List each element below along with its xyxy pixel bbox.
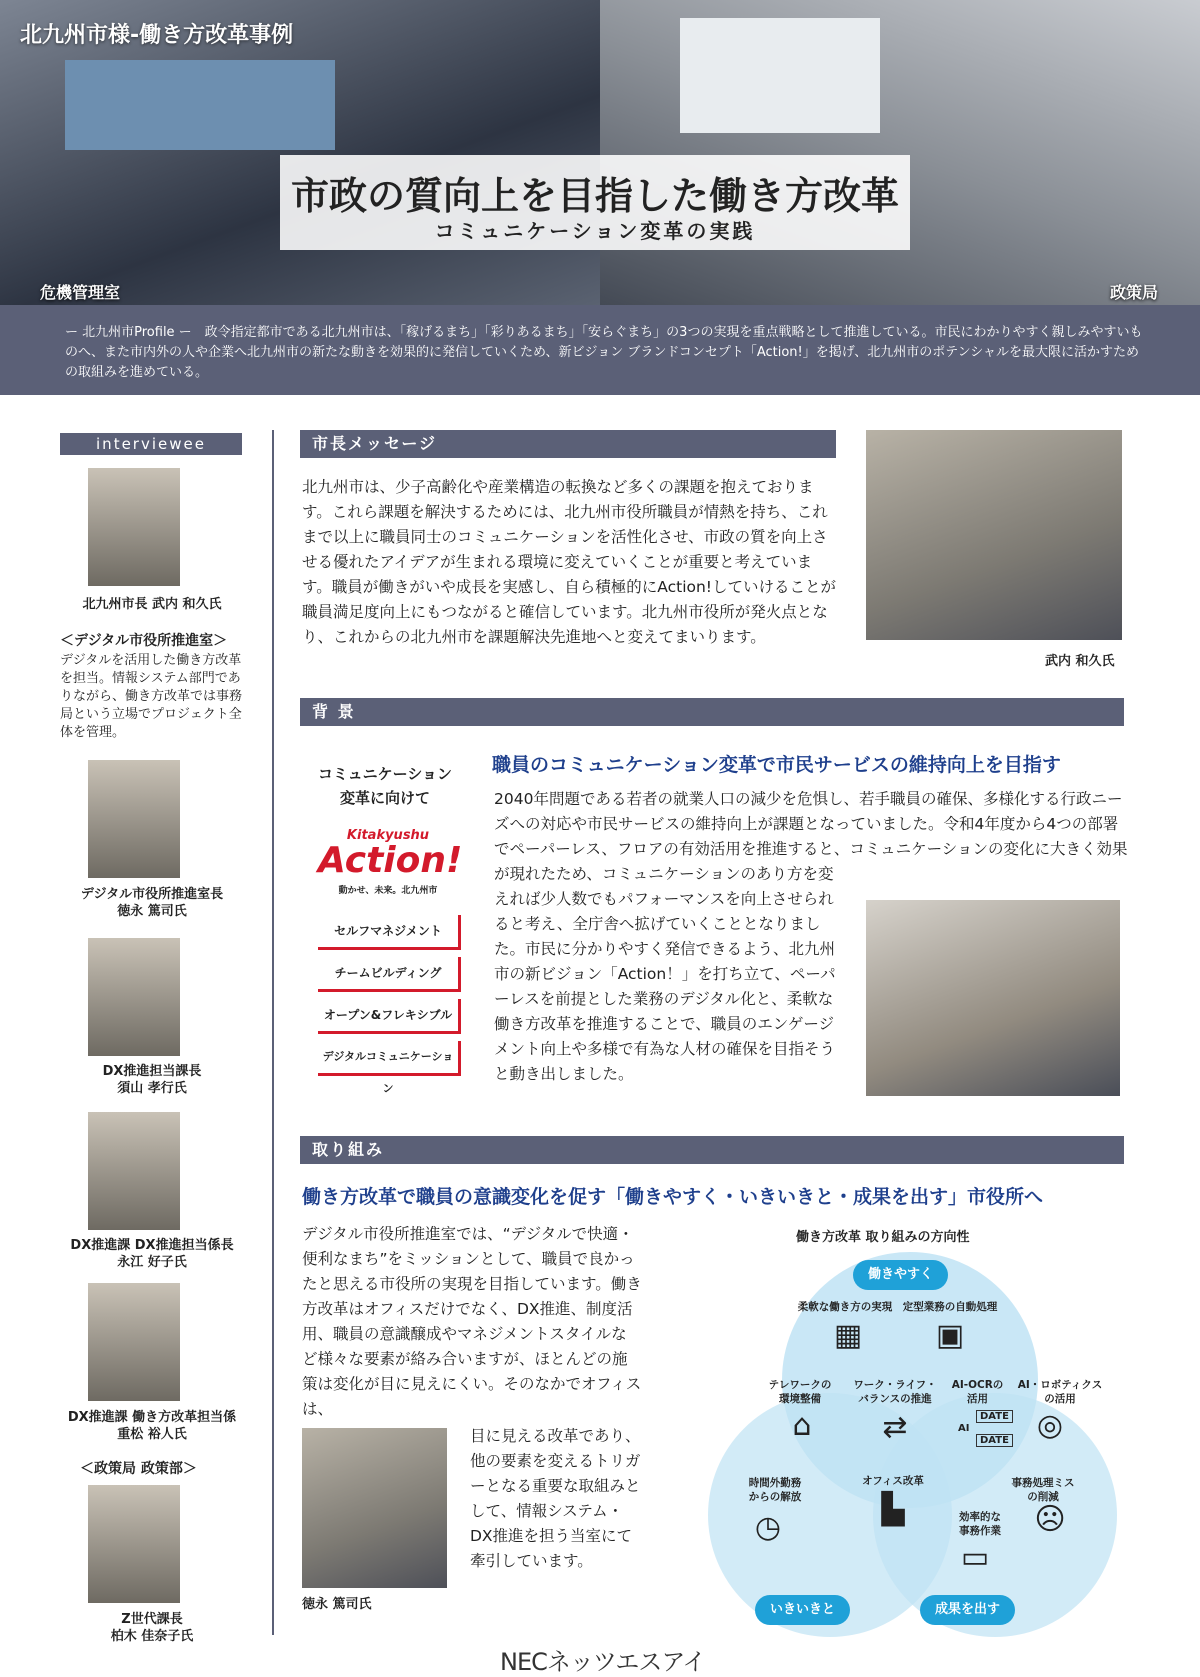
interviewee-heading: interviewee: [60, 433, 242, 455]
action-title: コミュニケーション 変革に向けて: [317, 765, 453, 807]
venn-label-auto: 定型業務の自動処理: [902, 1301, 998, 1313]
initiatives-subheading: 働き方改革で職員の意識変化を促す「働きやすく・いきいきと・成果を出す」市役所へ: [302, 1186, 1044, 1208]
office-desk-icon: ▙: [881, 1492, 905, 1527]
initiatives-text-1: デジタル市役所推進室では、“デジタルで快適・便利なまち”をミッションとして、職員で良かったと思える市役所の実現を目指しています。働き方改革はオフィスだけでなく、DX推進、制度活用、職員の意識醸成やマネジメントスタイルなど様々な要素が絡み合いますが、ほとんどの施策は変化が目に見えにくい。そのなかでオフィスは、: [302, 1225, 642, 1418]
venn-label-wlb: ワーク・ライフ・ バランスの推進: [853, 1379, 937, 1405]
venn-bubble-left: いきいきと: [755, 1595, 850, 1625]
venn-label-overtime: 時間外勤務 からの解放: [748, 1477, 802, 1503]
presentation-screen: [680, 18, 880, 133]
venn-bubble-top: 働きやすく: [853, 1260, 948, 1290]
hero-title: 北九州市様-働き方改革事例: [20, 23, 294, 48]
venn-label-office: オフィス改革: [862, 1475, 924, 1487]
action-logo-text: Action!: [318, 840, 463, 881]
action-item-self: セルフマネジメント: [318, 915, 461, 950]
section-initiatives-heading: 取り組み: [300, 1136, 1124, 1164]
portrait-kashiwagi: [88, 1485, 180, 1603]
venn-label-telework: テレワークの 環境整備: [768, 1379, 832, 1405]
hero-right-label: 政策局: [1110, 283, 1159, 302]
person-name: Z世代課長 柏木 佳奈子氏: [110, 1612, 194, 1644]
person-name: DX推進課 働き方改革担当係 重松 裕人氏: [67, 1410, 237, 1442]
mayor-photo: [866, 430, 1122, 640]
venn-label-aiocr: AI-OCRの 活用: [951, 1379, 1004, 1405]
portrait-takeuchi: [88, 468, 180, 586]
action-logo: [318, 828, 463, 896]
monitor-wall: [65, 60, 335, 150]
meeting-photo: [866, 900, 1120, 1096]
tokunaga-photo-caption: 徳永 篤司氏: [302, 1597, 372, 1612]
hero-title-box: [280, 155, 910, 250]
column-divider: [272, 430, 274, 1635]
portrait-nagae: [88, 1112, 180, 1230]
action-item-digital: デジタルコミュニケーション: [318, 1041, 461, 1076]
venn-label-robotics: AI・ロボティクス の活用: [1017, 1379, 1103, 1405]
action-item-open: オープン&フレキシブル: [318, 999, 461, 1034]
ai-tag: AI: [958, 1423, 970, 1434]
robot-monitor-icon: ▣: [935, 1318, 965, 1353]
person-name: 北九州市長 武内 和久氏: [82, 597, 222, 612]
venn-label-flexible: 柔軟な働き方の実現: [797, 1301, 893, 1313]
portrait-shigematsu: [88, 1283, 180, 1401]
action-logo-sub: 動かせ、未来。北九州市: [338, 886, 438, 896]
hero-left-label: 危機管理室: [40, 283, 121, 302]
background-text-1: 2040年問題である若者の就業人口の減少を危惧し、若手職員の確保、多様化する行政ニーズへの対応や市民サービスの維持向上が課題となっていました。令和4年度から4つの部署でペーパーレス、フロアの有効活用を推進すると、コミュニケーションの変化に大きく効果が現れたため、コミュニケーションのあり方を変: [494, 790, 1128, 883]
nec-logo: NECネッツエスアイ: [500, 1648, 706, 1676]
profile-text: ー 北九州市Profile ー 政令指定都市である北九州市は、「稼げるまち」「彩りあるまち」「安らぐまち」の3つの実現を重点戦略として推進している。市民にわかりやすく親しみやすいものへ、また市内外の人や企業へ北九州市の新たな動きを効果的に発信していくため、新ビジョン ブランドコンセプト「Action!」を掲げ、北九州市のポテンシャルを最大限に活かすための取組みを進めている。: [65, 325, 1143, 380]
computer-work-icon: ▭: [960, 1540, 990, 1575]
robot-icon: ◎: [1036, 1408, 1064, 1443]
worklife-icon: ⇄: [882, 1410, 908, 1445]
initiatives-text-2: 目に見える改革であり、他の要素を変えるトリガーとなる重要な取組みとして、情報システム・DX推進を担う当室にて牽引しています。: [470, 1427, 641, 1570]
action-item-team: チームビルディング: [318, 957, 461, 992]
venn-bubble-right: 成果を出す: [920, 1595, 1015, 1625]
hero-main-title: 市政の質向上を目指した働き方改革: [290, 174, 899, 218]
section-background-heading: 背 景: [300, 698, 1124, 726]
dept-digital: ＜デジタル市役所推進室＞: [60, 633, 228, 649]
dept-digital-desc: デジタルを活用した働き方改革を担当。情報システム部門でありながら、働き方改革では事務局という立場でプロジェクト全体を管理。: [60, 653, 243, 740]
clock-icon: ◷: [754, 1510, 782, 1545]
video-call-icon: ▦: [833, 1318, 863, 1353]
dept-policy: ＜政策局 政策部＞: [80, 1461, 197, 1477]
venn-label-mistake: 事務処理ミス の削減: [1011, 1477, 1075, 1503]
home-icon: ⌂: [792, 1408, 812, 1443]
hero-subtitle: コミュニケーション変革の実践: [434, 219, 756, 243]
date-tag-2: DATE: [976, 1434, 1013, 1447]
person-name: DX推進担当課長 須山 孝行氏: [102, 1064, 202, 1096]
venn-title: 働き方改革 取り組みの方向性: [796, 1230, 970, 1245]
person-name: デジタル市役所推進室長 徳永 篤司氏: [80, 887, 224, 919]
action-logo-top: Kitakyushu: [346, 828, 430, 843]
hero-banner: [0, 0, 1200, 305]
background-subheading: 職員のコミュニケーション変革で市民サービスの維持向上を目指す: [492, 754, 1061, 776]
venn-label-efficient: 効率的な 事務作業: [959, 1511, 1001, 1537]
person-name: DX推進課 DX推進担当係長 永江 好子氏: [70, 1238, 234, 1270]
section-mayor-heading: 市長メッセージ: [300, 430, 836, 458]
mayor-text: 北九州市は、少子高齢化や産業構造の転換など多くの課題を抱えております。これら課題を解決するためには、北九州市役所職員が情熱を持ち、これまで以上に職員同士のコミュニケーションを活性化させ、市政の質を向上させる優れたアイデアが生まれる環境に変えていくことが重要と考えています。職員が働きがいや成長を実感し、自ら積極的にAction!していけることが 職員満足度向上にもつながると確信しています。北九州市役所が発火点となり、これからの北九州市を課題解決先進地へと変えてまいります。: [302, 478, 837, 646]
date-tag-1: DATE: [976, 1410, 1013, 1423]
tokunaga-photo: [302, 1428, 447, 1588]
aiocr-graphic: [948, 1410, 1018, 1447]
profile-band: [0, 305, 1200, 395]
portrait-tokunaga: [88, 760, 180, 878]
stress-icon: ☹: [1034, 1502, 1066, 1537]
mayor-photo-caption: 武内 和久氏: [1045, 654, 1115, 669]
portrait-suyama: [88, 938, 180, 1056]
background-text-2: えれば少人数でもパフォーマンスを向上させられると考え、全庁舎へ拡げていくこととなりました。市民に分かりやすく発信できるよう、北九州市の新ビジョン「Action！」を打ち立て、ペーパーレスを前提とした業務のデジタル化と、柔軟な働き方改革を推進することで、職員のエンゲージメント向上や多様で有為な人材の確保を目指そうと動き出しました。: [494, 890, 836, 1083]
